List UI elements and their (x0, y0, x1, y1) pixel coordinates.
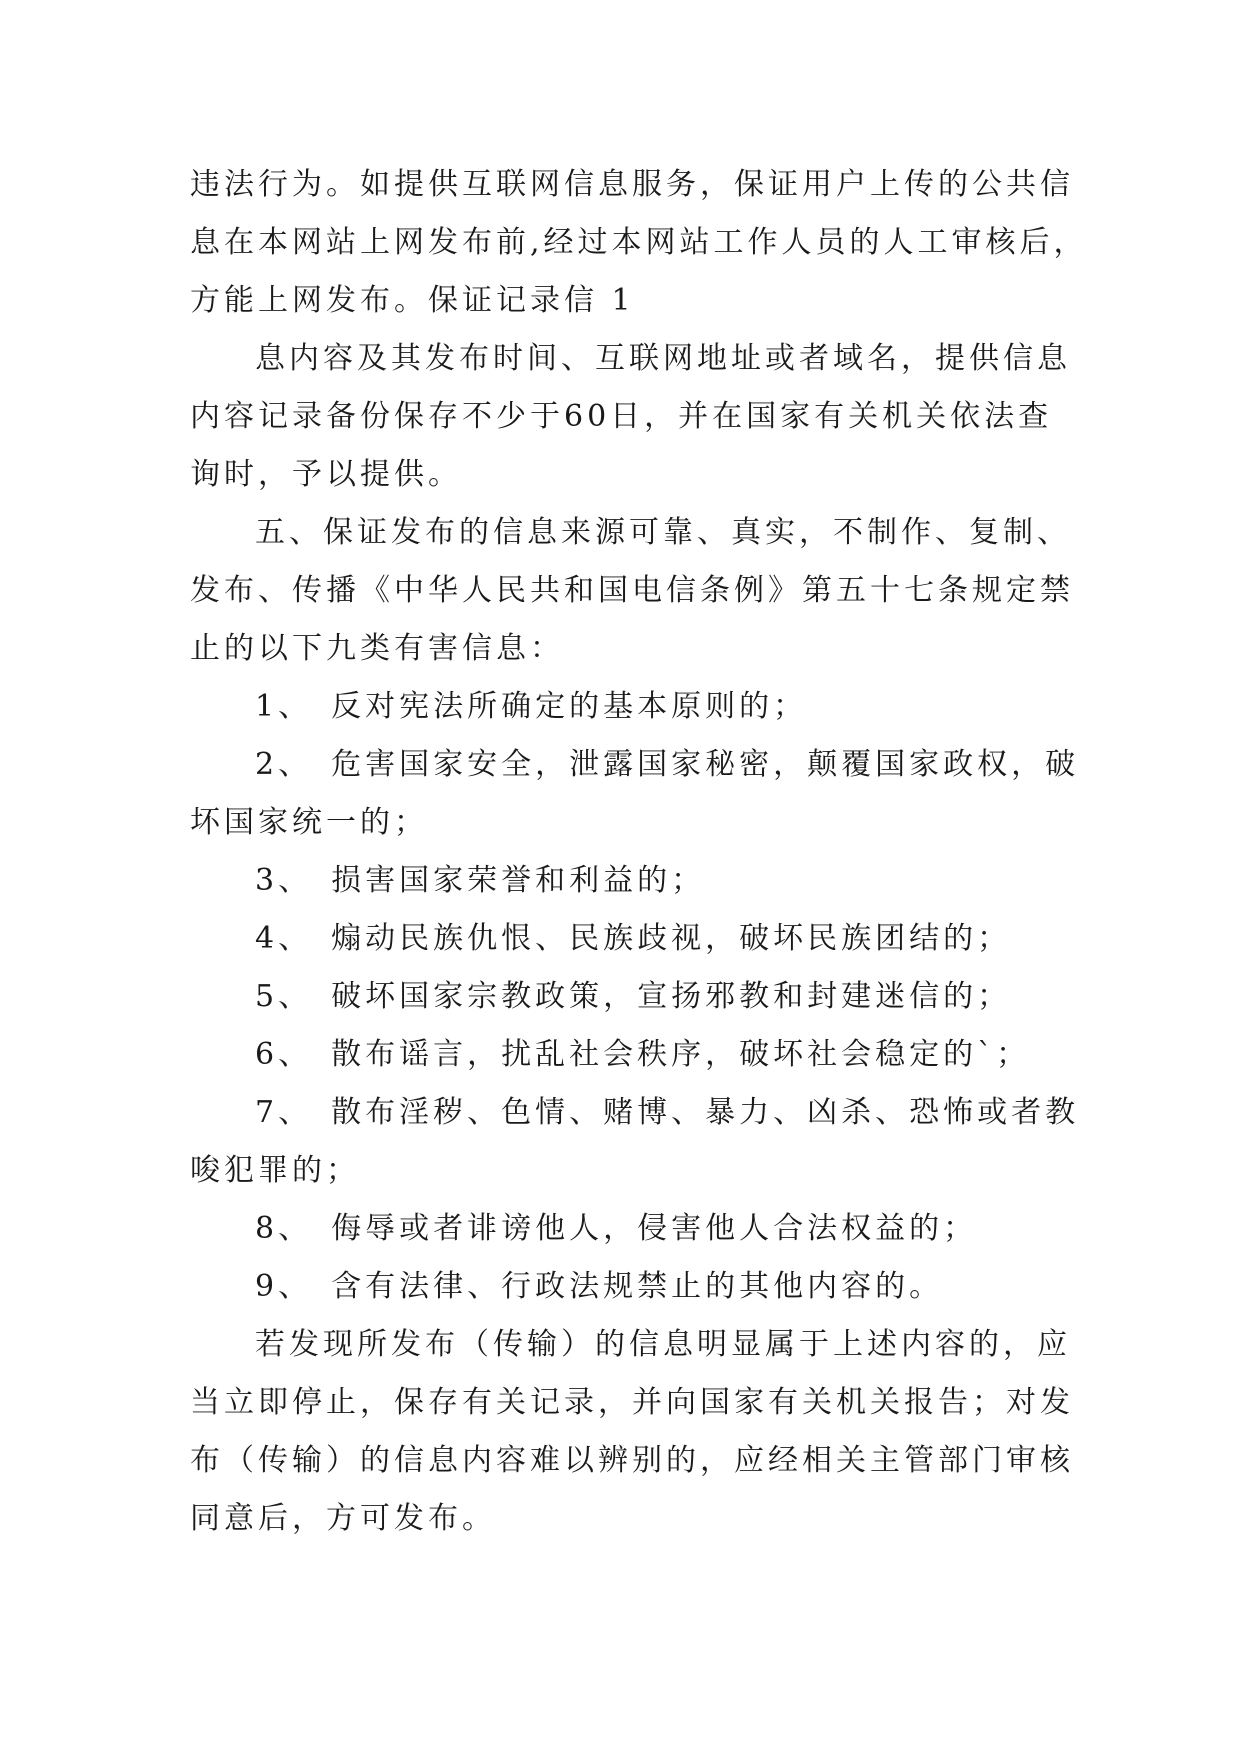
text-line: 发布、传播《中华人民共和国电信条例》第五十七条规定禁 (190, 573, 1074, 608)
text-line: 方能上网发布。保证记录信 1 (190, 283, 635, 318)
text-line: 坏国家统一的； (190, 805, 428, 840)
list-item: 3、 损害国家荣誉和利益的； (255, 863, 706, 898)
list-item: 4、 煽动民族仇恨、民族歧视，破坏民族团结的； (255, 921, 1012, 956)
text-line: 内容记录备份保存不少于60日，并在国家有关机关依法查 (190, 399, 1053, 434)
text-line: 当立即停止，保存有关记录，并向国家有关机关报告；对发 (190, 1385, 1074, 1420)
text-line: 若发现所发布（传输）的信息明显属于上述内容的，应 (255, 1327, 1071, 1362)
text-line: 同意后，方可发布。 (190, 1501, 496, 1536)
text-line: 布（传输）的信息内容难以辨别的，应经相关主管部门审核 (190, 1443, 1074, 1478)
text-line: 询时，予以提供。 (190, 457, 462, 492)
list-item: 9、 含有法律、行政法规禁止的其他内容的。 (255, 1269, 944, 1304)
list-item: 2、 危害国家安全，泄露国家秘密，颠覆国家政权，破 (255, 747, 1080, 782)
list-item: 1、 反对宪法所确定的基本原则的； (255, 689, 808, 724)
text-line: 违法行为。如提供互联网信息服务，保证用户上传的公共信 (190, 167, 1074, 202)
text-line: 息在本网站上网发布前,经过本网站工作人员的人工审核后， (190, 225, 1088, 260)
list-item: 8、 侮辱或者诽谤他人，侵害他人合法权益的； (255, 1211, 978, 1246)
list-item: 7、 散布淫秽、色情、赌博、暴力、凶杀、恐怖或者教 (255, 1095, 1080, 1130)
text-line: 止的以下九类有害信息： (190, 631, 564, 666)
text-line: 唆犯罪的； (190, 1153, 360, 1188)
text-line: 息内容及其发布时间、互联网地址或者域名，提供信息 (255, 341, 1071, 376)
list-item: 6、 散布谣言，扰乱社会秩序，破坏社会稳定的`； (255, 1037, 1031, 1072)
text-line: 五、保证发布的信息来源可靠、真实，不制作、复制、 (255, 515, 1071, 550)
list-item: 5、 破坏国家宗教政策，宣扬邪教和封建迷信的； (255, 979, 1012, 1014)
document-body (190, 156, 1090, 1548)
